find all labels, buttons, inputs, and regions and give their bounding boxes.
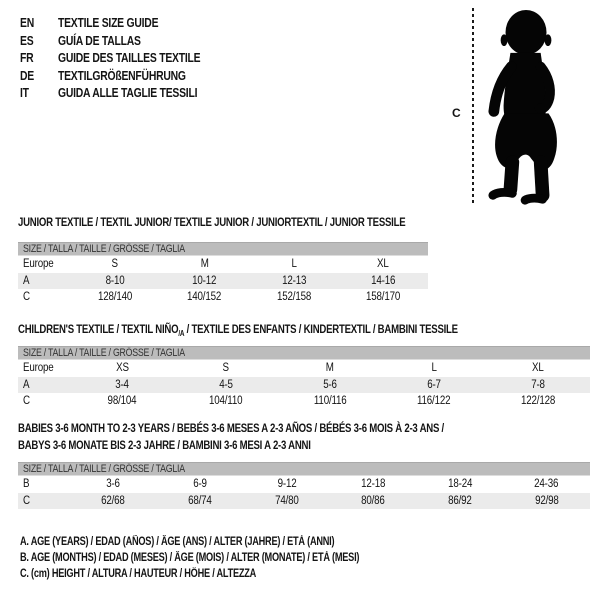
language-title: TEXTILGRÖßENFÜHRUNG (58, 67, 186, 83)
height-label: C (452, 106, 461, 120)
language-row-fr (20, 49, 236, 67)
size-cell: 10-12 (192, 274, 217, 287)
size-cell: 3-4 (115, 378, 129, 391)
table-row (18, 493, 590, 510)
row-label-cell: C (23, 395, 30, 408)
children-title-suffix: / TEXTILE DES ENFANTS / KINDERTEXTIL / BAMBINI TESSILE (184, 322, 458, 336)
row-label-cell: A (23, 378, 30, 391)
junior-section-title (18, 215, 502, 229)
children-size-table (18, 346, 590, 410)
junior-title-text: JUNIOR TEXTILE / TEXTIL JUNIOR/ TEXTILE JUNIOR / JUNIORTEXTIL / JUNIOR TESSILE (18, 215, 406, 229)
language-title: GUIDA ALLE TAGLIE TESSILI (58, 85, 198, 101)
language-code: DE (20, 67, 34, 83)
table-row (18, 476, 590, 493)
size-cell: S (222, 362, 230, 375)
size-cell: XL (377, 258, 390, 271)
row-label-cell: B (23, 478, 30, 491)
language-row-de (20, 67, 236, 85)
babies-title-text-1: BABIES 3-6 MONTH TO 2-3 YEARS / BEBÉS 3-6 MESES A 2-3 AÑOS / BÉBÉS 3-6 MOIS À 2-3 ANS / (18, 421, 444, 435)
size-cell: 92/98 (534, 494, 559, 507)
size-cell: 14-16 (371, 274, 396, 287)
size-cell: 140/152 (187, 291, 222, 304)
table-row (18, 289, 428, 306)
table-row (18, 393, 590, 410)
language-code: EN (20, 15, 34, 31)
size-cell: 62/68 (101, 494, 126, 507)
table-row (18, 377, 590, 394)
footnote-c: C. (cm) HEIGHT / ALTURA / HAUTEUR / HÖHE / ALTEZZA (20, 567, 257, 580)
size-cell: 6-9 (193, 478, 207, 491)
row-label-cell: C (23, 494, 30, 507)
row-label-cell: Europe (23, 258, 54, 271)
size-cell: 104/110 (209, 395, 243, 408)
size-cell: 74/80 (274, 494, 299, 507)
size-header-text: SIZE / TALLA / TAILLE / GRÖSSE / TAGLIA (23, 347, 185, 359)
height-measure-line (472, 8, 474, 206)
size-cell: 24-36 (534, 478, 559, 491)
size-cell: 8-10 (105, 274, 125, 287)
size-cell: XL (532, 362, 544, 375)
size-header-text: SIZE / TALLA / TAILLE / GRÖSSE / TAGLIA (23, 463, 185, 475)
language-code: ES (20, 32, 34, 48)
table-row (18, 360, 590, 377)
footnote-b: B. AGE (MONTHS) / EDAD (MESES) / ÂGE (MOIS) / ALTER (MONATE) / ETÀ (MESI) (20, 551, 360, 564)
size-cell: L (431, 362, 437, 375)
babies-size-table (18, 462, 590, 509)
row-label-cell: C (23, 291, 30, 304)
size-cell: S (111, 258, 118, 271)
junior-table-rows (18, 256, 428, 306)
babies-title-text-2: BABYS 3-6 MONATE BIS 2-3 JAHRE / BAMBINI 3-6 MESI A 2-3 ANNI (18, 438, 311, 452)
size-cell: 18-24 (447, 478, 473, 491)
size-cell: 128/140 (97, 291, 132, 304)
size-cell: 12-18 (361, 478, 386, 491)
size-cell: 86/92 (448, 494, 472, 507)
row-label-cell: A (23, 274, 30, 287)
table-row (18, 256, 428, 273)
size-header-band (18, 462, 590, 476)
size-cell: M (326, 362, 334, 375)
size-cell: 9-12 (277, 478, 297, 491)
footnotes (20, 536, 444, 583)
children-section-title (18, 322, 568, 336)
size-cell: 68/74 (188, 494, 212, 507)
row-label-cell: Europe (23, 362, 54, 375)
size-cell: 110/116 (313, 395, 347, 408)
babies-section-title-line1 (18, 421, 550, 435)
language-row-en (20, 14, 236, 32)
size-cell: 3-6 (106, 478, 121, 491)
size-cell: 98/104 (107, 395, 137, 408)
size-header-band (18, 242, 428, 256)
size-cell: M (200, 258, 209, 271)
size-cell: L (291, 258, 297, 271)
footnote-a: A. AGE (YEARS) / EDAD (AÑOS) / ÂGE (ANS) / ALTER (JAHRE) / ETÀ (ANNI) (20, 536, 335, 548)
size-cell: 152/158 (276, 291, 311, 304)
language-title: GUIDE DES TAILLES TEXTILE (58, 50, 201, 66)
size-header-text: SIZE / TALLA / TAILLE / GRÖSSE / TAGLIA (23, 243, 185, 255)
table-row (18, 273, 428, 290)
language-header (20, 14, 236, 102)
language-code: FR (20, 50, 34, 66)
size-cell: 7-8 (531, 378, 545, 391)
language-row-es (20, 32, 236, 50)
children-table-rows (18, 360, 590, 410)
children-title-text (18, 322, 458, 336)
size-cell: 6-7 (427, 378, 441, 391)
size-cell: 122/128 (520, 395, 556, 408)
size-cell: XS (115, 362, 129, 375)
language-code: IT (20, 85, 29, 101)
size-cell: 5-6 (323, 378, 337, 391)
children-title-prefix: CHILDREN'S TEXTILE / TEXTIL NIÑO (18, 322, 179, 336)
junior-size-table (18, 242, 428, 306)
babies-section-title-line2 (18, 438, 384, 452)
children-title-subscript: /A (178, 328, 185, 338)
size-cell: 158/170 (366, 291, 401, 304)
size-header-band (18, 346, 590, 360)
baby-silhouette-icon (482, 8, 572, 208)
language-row-it (20, 84, 236, 102)
babies-table-rows (18, 476, 590, 509)
size-cell: 4-5 (219, 378, 233, 391)
size-cell: 80/86 (361, 494, 386, 507)
size-cell: 12-13 (281, 274, 306, 287)
size-cell: 116/122 (417, 395, 451, 408)
language-title: TEXTILE SIZE GUIDE (58, 15, 159, 31)
language-title: GUÍA DE TALLAS (58, 32, 141, 48)
